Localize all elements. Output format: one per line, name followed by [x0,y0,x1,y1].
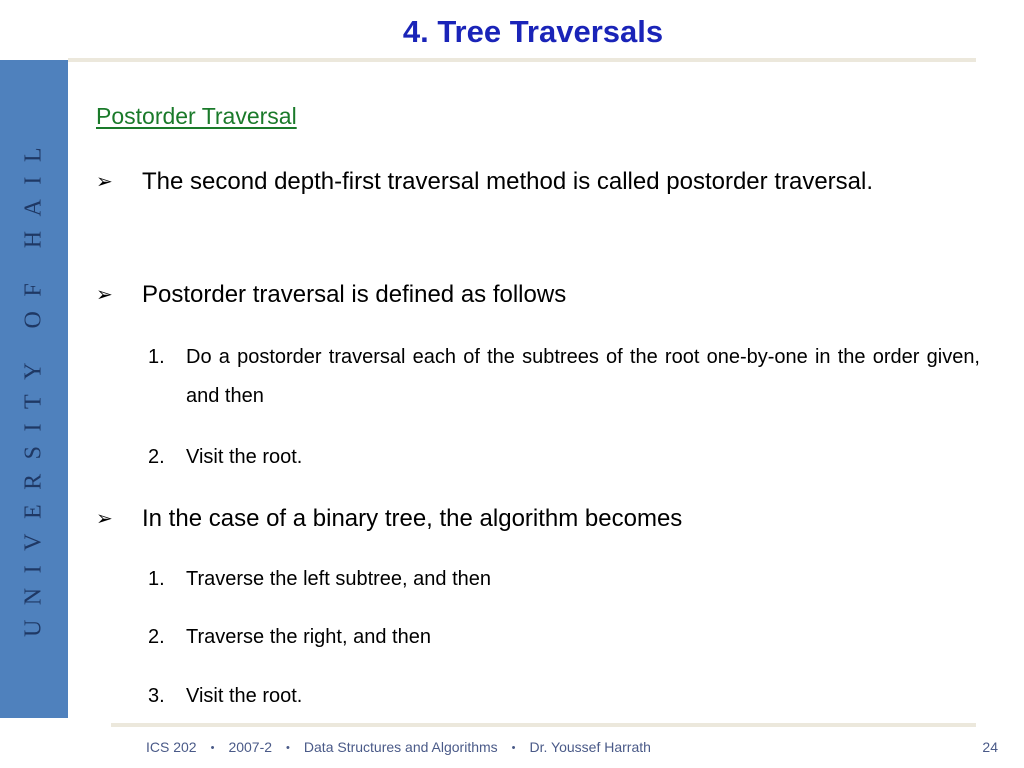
arrow-bullet-icon: ➢ [96,508,113,530]
item-number: 2. [148,446,165,468]
bullet-text-line: traversal. [774,168,874,195]
bullet-text: Postorder traversal is defined as follows [142,281,567,308]
bullet-item [96,159,980,205]
item-text: Traverse the right, and then [186,626,431,648]
title-divider [68,58,976,62]
numbered-item [148,338,980,416]
bullet-item [96,496,980,542]
footer-author: Dr. Youssef Harrath [529,739,651,755]
slide-title: 4. Tree Traversals [402,14,664,49]
footer-divider [111,723,976,727]
footer-term: 2007-2 [228,739,273,755]
footer-separator: • [511,742,516,754]
numbered-item [148,438,980,477]
item-number: 2. [148,626,165,648]
item-text: Traverse the left subtree, and then [186,568,491,590]
bullet-text: In the case of a binary tree, the algorithm becomes [142,505,683,532]
item-number: 1. [148,568,165,590]
numbered-item [148,677,980,716]
footer-subject: Data Structures and Algorithms [303,739,498,755]
numbered-item [148,618,980,657]
footer-course: ICS 202 [146,739,197,755]
section-heading: Postorder Traversal [96,103,297,129]
page-number: 24 [982,739,998,755]
university-name-vertical: UNIVERSITY OF HAIL [20,132,47,638]
arrow-bullet-icon: ➢ [96,171,113,193]
item-text: Visit the root. [186,446,303,468]
item-text: Do a postorder traversal each of the subtrees of the root one-by-one in the order given, and then [186,346,980,407]
bullet-text-line: The second depth-first traversal method is called postorder [142,168,768,195]
item-number: 1. [148,346,165,368]
numbered-item [148,560,980,599]
footer-separator: • [210,742,215,754]
slide-footer [146,739,651,755]
bullet-text [96,159,980,205]
item-number: 3. [148,685,165,707]
bullet-item [96,272,980,318]
arrow-bullet-icon: ➢ [96,284,113,306]
item-text: Visit the root. [186,685,303,707]
footer-separator: • [286,742,290,754]
